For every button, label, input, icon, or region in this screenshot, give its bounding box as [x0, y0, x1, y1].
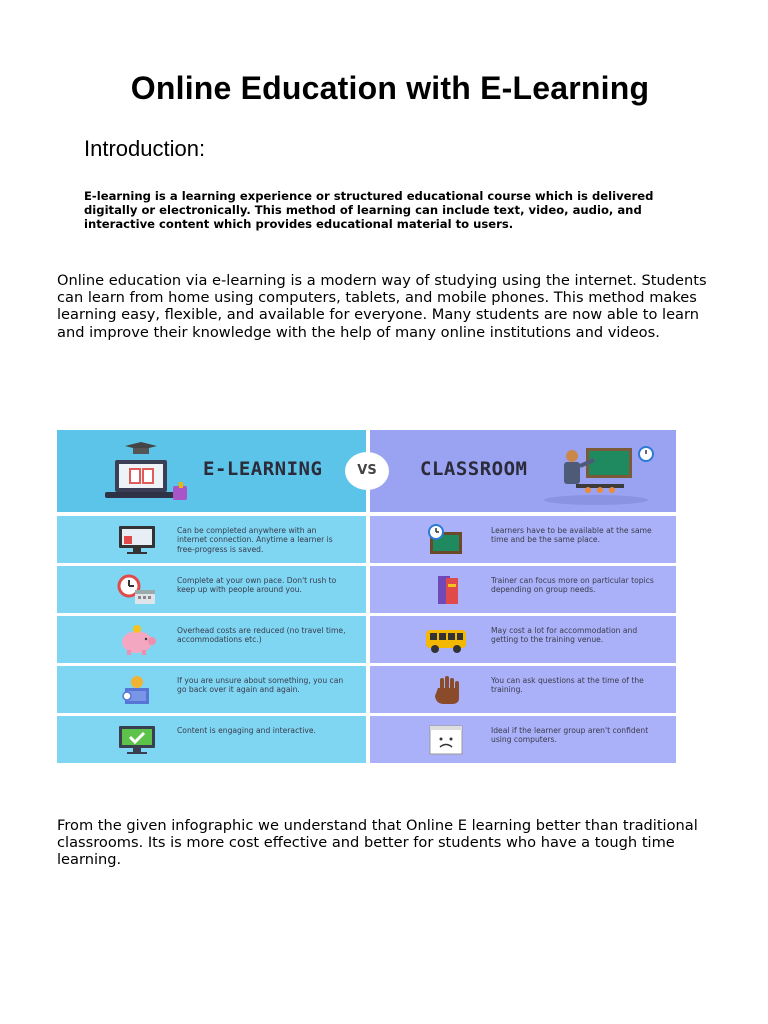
classroom-row-text: Learners have to be available at the same time and be the same place. [491, 526, 652, 545]
vs-badge: VS [345, 452, 389, 490]
e-learning-row-text: Content is engaging and interactive. [177, 726, 316, 735]
classroom-column [370, 430, 676, 764]
classroom-row [370, 716, 676, 763]
e-learning-header [57, 430, 366, 512]
e-learning-row [57, 516, 366, 563]
raised-hand-icon [424, 674, 468, 706]
e-learning-row-text: If you are unsure about something, you can go back over it again and again. [177, 676, 344, 695]
paragraph-2: From the given infographic we understand that Online E learning better than traditional classrooms. Its is more cost effective and better for students who have a tough time learning. [57, 817, 698, 869]
laptop-icon [85, 442, 195, 504]
classroom-row-text: You can ask questions at the time of the training. [491, 676, 644, 695]
clock-board-icon [424, 524, 468, 556]
piggy-bank-icon [115, 624, 159, 656]
classroom-row-text: Ideal if the learner group aren't confident using computers. [491, 726, 649, 745]
e-learning-row [57, 666, 366, 713]
classroom-header [370, 430, 676, 512]
classroom-row-text: May cost a lot for accommodation and getting to the training venue. [491, 626, 638, 645]
e-learning-title: E-LEARNING [203, 458, 323, 480]
classroom-row [370, 516, 676, 563]
intro-heading: Introduction: [84, 136, 206, 161]
e-learning-row-text: Can be completed anywhere with an internet connection. Anytime a learner is free-progress is saved. [177, 526, 333, 554]
checkmark-screen-icon [115, 724, 159, 756]
e-learning-row [57, 616, 366, 663]
classroom-row [370, 666, 676, 713]
e-learning-row-text: Complete at your own pace. Don't rush to keep up with people around you. [177, 576, 337, 595]
clock-calendar-icon [115, 574, 159, 606]
monitor-icon [115, 524, 159, 556]
sad-screen-icon [424, 724, 468, 756]
classroom-row [370, 566, 676, 613]
classroom-title: CLASSROOM [420, 458, 528, 480]
classroom-row-text: Trainer can focus more on particular topics depending on group needs. [491, 576, 654, 595]
classroom-row [370, 616, 676, 663]
intro-body: E-learning is a learning experience or structured educational course which is delivered digitally or electronically. This method of learning can include text, video, audio, and interactive content which provides educational material to users. [84, 189, 654, 231]
books-icon [424, 574, 468, 606]
book-reader-icon [115, 674, 159, 706]
teacher-blackboard-icon [536, 438, 656, 506]
e-learning-row-text: Overhead costs are reduced (no travel time, accommodations etc.) [177, 626, 346, 645]
e-learning-row [57, 566, 366, 613]
e-learning-column [57, 430, 366, 764]
infographic [57, 430, 676, 764]
paragraph-1: Online education via e-learning is a modern way of studying using the internet. Students can learn from home using computers, tablets, and mobile phones. This method makes learning easy, flexible, and available for everyone. Many students are now able to learn and improve their knowledge with the help of many online institutions and videos. [57, 272, 707, 341]
bus-icon [424, 624, 468, 656]
e-learning-row [57, 716, 366, 763]
document-title: Online Education with E-Learning [130, 70, 650, 106]
